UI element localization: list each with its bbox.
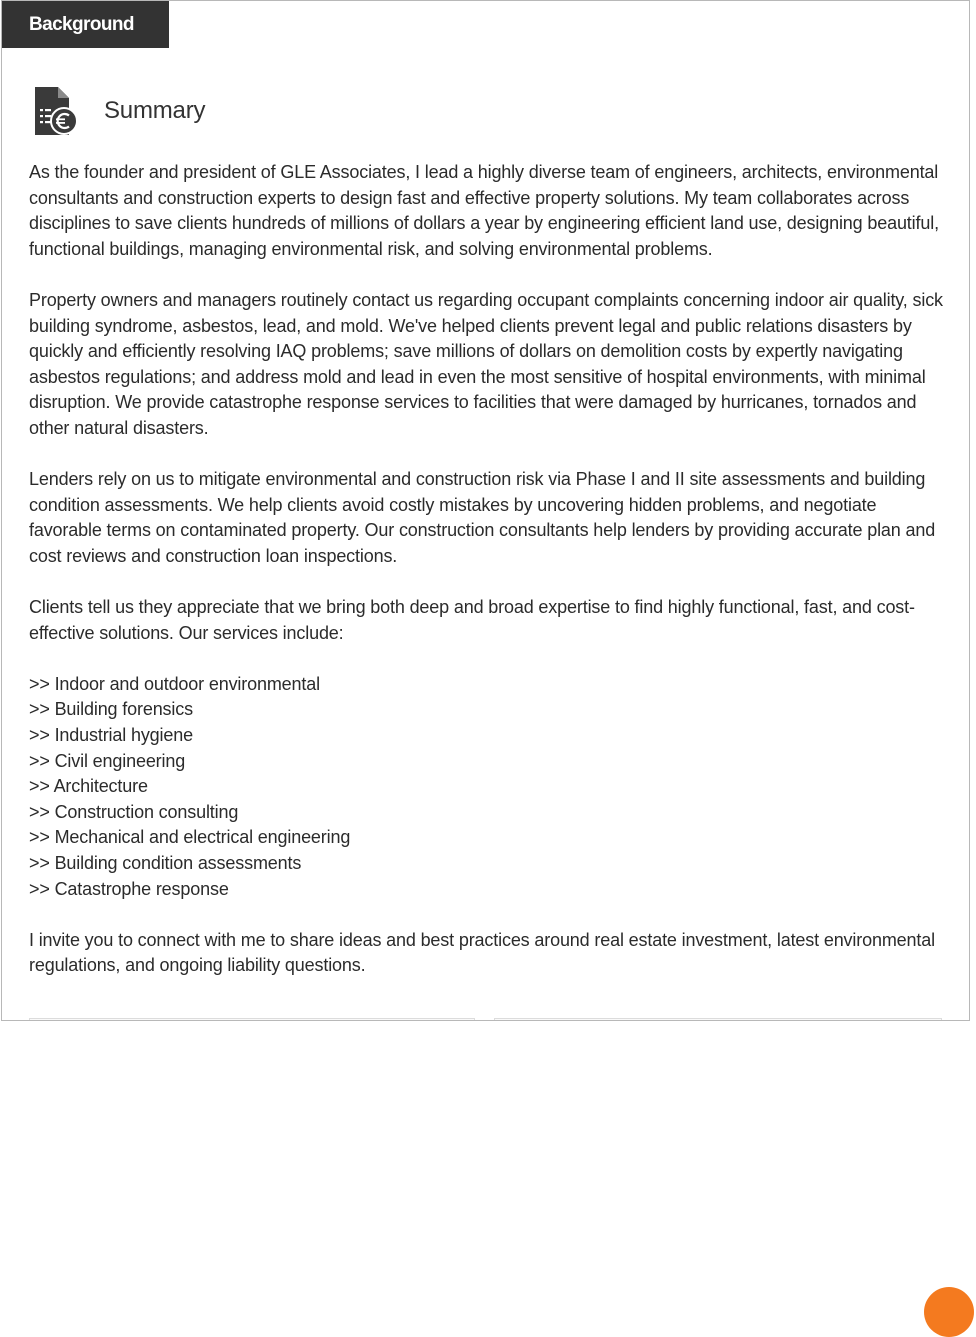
document-euro-icon [32,85,80,137]
service-item: >> Mechanical and electrical engineering [29,827,351,848]
summary-title: Summary [104,97,206,124]
background-tab[interactable]: Background [2,1,169,48]
summary-content [29,160,945,1005]
closing-paragraph: I invite you to connect with me to share ideas and best practices around real estate investment, latest environmental regulations, and ongoing liability questions. [29,929,935,976]
service-item: >> Construction consulting [29,801,239,822]
service-item: >> Building condition assessments [29,853,302,874]
summary-paragraph: As the founder and president of GLE Associates, I lead a highly diverse team of engineers, architects, environmental consultants and construction experts to design fast and effective property solutions. My team collaborates across disciplines to save clients hundreds of millions of dollars a year by engineering efficient land use, designing beautiful, functional buildings, managing environmental risk, and solving environmental problems. [29,162,939,259]
service-item: >> Industrial hygiene [29,725,193,746]
summary-header [32,85,205,137]
service-item: >> Catastrophe response [29,878,229,899]
summary-paragraph: Lenders rely on us to mitigate environmental and construction risk via Phase I and II site assessments and building condition assessments. We help clients avoid costly mistakes by uncovering hidden problems, and negotiate favorable terms on contaminated property. Our construction consultants help lenders by providing accurate plan and cost reviews and construction loan inspections. [29,469,936,566]
service-item: >> Civil engineering [29,750,186,771]
media-card-right[interactable] [494,1018,942,1021]
service-item: >> Architecture [29,776,148,797]
media-card-left[interactable] [29,1018,475,1021]
service-item: >> Building forensics [29,699,193,720]
slide-indicator-dot [924,1287,974,1337]
services-list [29,672,945,902]
summary-paragraph: Property owners and managers routinely contact us regarding occupant complaints concerning indoor air quality, sick building syndrome, asbestos, lead, and mold. We've helped clients prevent legal and public relations disasters by quickly and efficiently resolving IAQ problems; save millions of dollars on demolition costs by expertly navigating asbestos regulations; and address mold and lead in even the most sensitive of hospital environments, with minimal disruption. We provide catastrophe response services to facilities that were damaged by hurricanes, tornados and other natural disasters. [29,289,943,438]
summary-paragraph: Clients tell us they appreciate that we bring both deep and broad expertise to find highly functional, fast, and cost-effective solutions. Our services include: [29,597,915,643]
service-item: >> Indoor and outdoor environmental [29,673,320,694]
background-panel [1,0,970,1021]
